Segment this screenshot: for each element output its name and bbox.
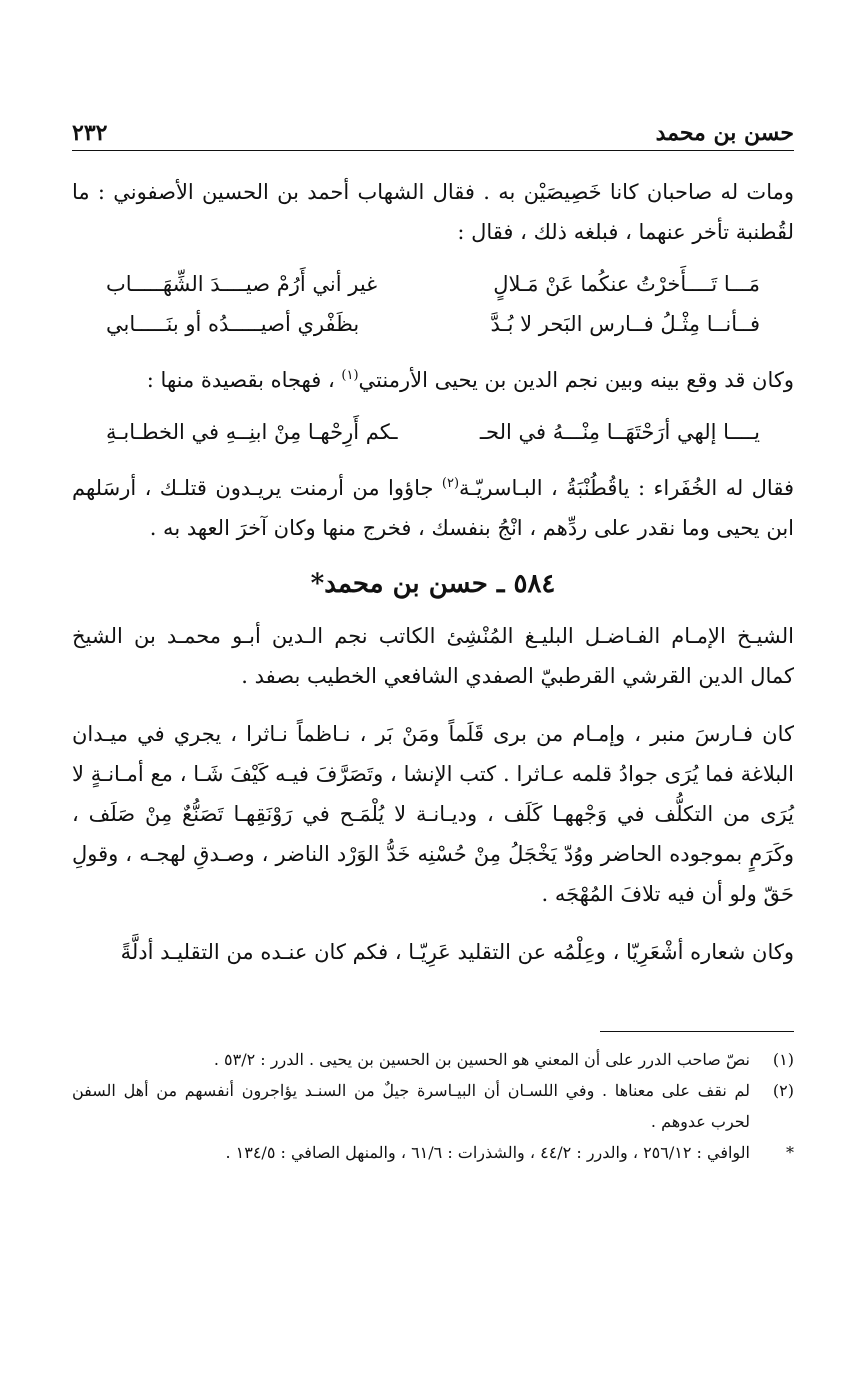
verse-hemistich: ـكم أَرِحْهـا مِنْ ابنِــهِ في الخطـابـةِ (106, 420, 398, 444)
footnote-text: الوافي : ٢٥٦/١٢ ، والدرر : ٤٤/٢ ، والشذرات : ٦١/٦ ، والمنهل الصافي : ١٣٤/٥ . (225, 1143, 750, 1162)
footnote-ref-1[interactable]: (١) (341, 368, 359, 383)
footnote-mark: * (786, 1143, 794, 1162)
running-title: حسن بن محمد (655, 120, 794, 146)
entry-heading: ٥٨٤ ـ حسن بن محمد* (310, 569, 556, 599)
paragraph-intro: ومات له صاحبان كانا خَصِيصَيْن به . فقال الشهاب أحمد بن الحسين الأصفوني : ما لقُطنبة تأخر عنهما ، فبلغه ذلك ، فقال : (72, 180, 794, 244)
page-number: ٢٣٢ (72, 120, 108, 146)
footnote-text: نصّ صاحب الدرر على أن المعني هو الحسين بن الحسين بن يحيى . الدرر : ٥٣/٢ . (213, 1050, 750, 1069)
footnote-2 (72, 1075, 794, 1137)
footnote-mark: (١) (772, 1050, 794, 1069)
verse-hemistich: بظَفْري أصيـــــدُه أو بنَـــــابي (106, 312, 360, 336)
footnote-text: لم نقف على معناها . وفي اللسـان أن البيـاسرة جيلٌ من السنـد يؤاجرون أنفسهم من أهل السفن لحرب عدوهم . (72, 1081, 750, 1131)
verse-hemistich: يــــا إلهي أرَحْتَهَــا مِنْـــهُ في الحـ (479, 420, 760, 444)
verse-line-3 (72, 412, 794, 452)
footnote-mark: (٢) (772, 1081, 794, 1100)
entry-paragraph-3: وكان شعاره أشْعَرِيّا ، وعِلْمُه عن التقليد عَرِيّـا ، فكم كان عنـده من التقليـد أدلَّةً (120, 940, 794, 964)
verse-hemistich: فــأنــا مِثْـلُ فــارس البَحر لا بُـدَّ (490, 312, 760, 336)
footnote-rule (600, 1031, 794, 1032)
entry-paragraph-1: الشيـخ الإمـام الفـاضـل البليـغ المُنْشِئ الكاتب نجم الـدين أبـو محمـد بن الشيخ كمال الدين القرشي القرطبيّ الصفدي الشافعي الخطيب بصفد . (72, 624, 794, 688)
main-text (72, 172, 794, 972)
paragraph-conflict: وكان قد وقع بينه وبين نجم الدين بن يحيى الأرمنتي$^{(١)}$ ، فهجاه بقصيدة منها : (146, 368, 794, 392)
page-header (72, 112, 794, 146)
verse-hemistich: مَـــا تَــــأَخرْتُ عنكُما عَنْ مَـلالٍ (493, 272, 760, 296)
header-rule (72, 150, 794, 151)
paragraph-guards: فقال له الخُفَراء : ياقُطُنْبَةُ ، البـاسريّـة$^{(٢)}$ جاؤوا من أرمنت يريـدون قتلـك ، أرسَلهم ابن يحيى وما نقدر على ردِّهم ، انْجُ بنفسك ، فخرج منها وكان آخرَ العهد به . (72, 476, 794, 540)
verse-hemistich: غير أني أَرُمْ صيــــدَ الشِّهَـــــاب (106, 272, 378, 296)
verse-line-1 (72, 264, 794, 304)
footnote-sources (72, 1137, 794, 1168)
verse-line-2 (72, 304, 794, 344)
footnote-1 (72, 1044, 794, 1075)
footnotes (72, 1044, 794, 1168)
entry-paragraph-2: كان فـارسَ منبر ، وإمـام من برى قَلَماً ومَنْ بَر ، نـاظماً نـاثرا ، يجري في ميـدان البلاغة فما يُرَى جوادُ قلمه عـاثرا . كتب الإنشا ، وتَصَرَّفَ فيـه كَيْفَ شَـا ، مع أمـانـةٍ لا يُرَى من التكلُّف في وَجْههـا كَلَف ، وديـانـة لا يُلْمَـح في رَوْنَقِهـا تَصَنُّعٌ مِنْ صَلَف ، وكَرَمٍ بموجوده الحاضر ووُدّ يَخْجَلُ مِنْ حُسْنِه خَدُّ الوَرْد الناضر ، وصـدقِ لهجـه ، وقولِ حَقّ ولو أن فيه تلافَ المُهْجَه . (72, 722, 794, 906)
footnote-ref-2[interactable]: (٢) (441, 476, 460, 491)
